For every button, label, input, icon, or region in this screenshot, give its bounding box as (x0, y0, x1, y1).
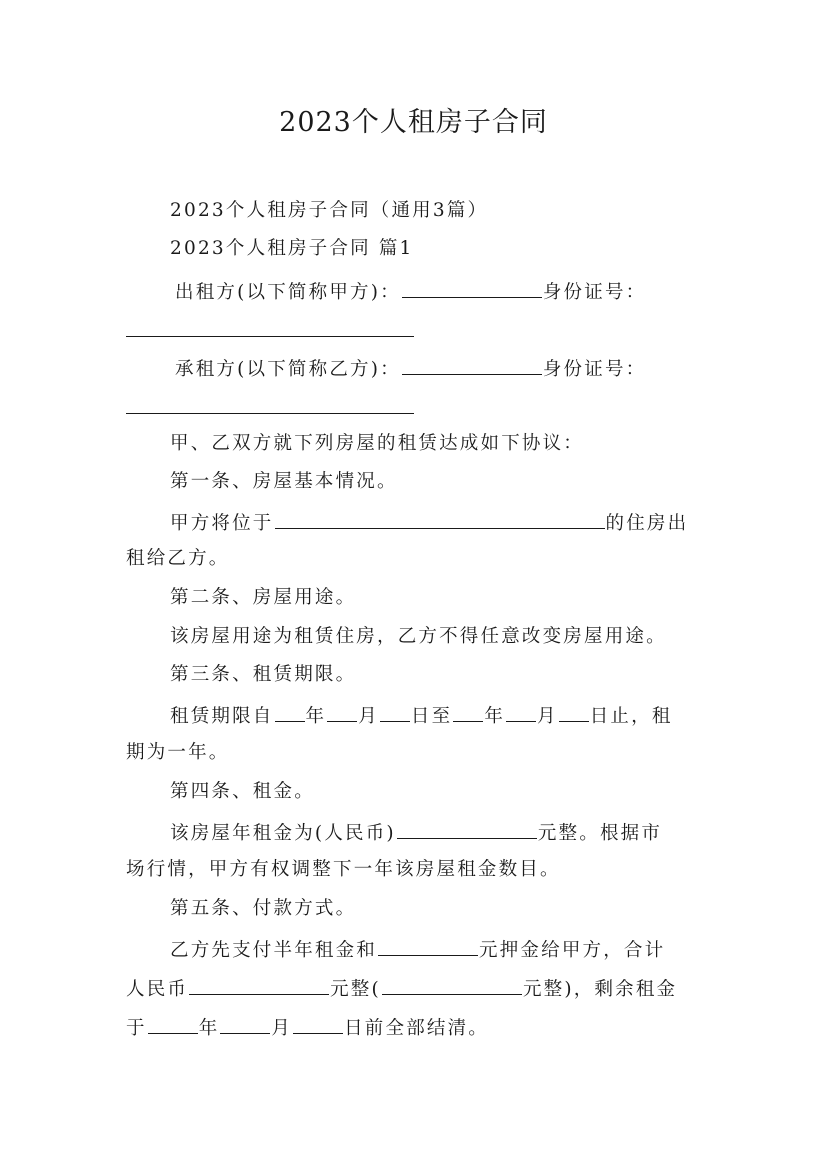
article4-text-b: 元整。根据市 (537, 823, 663, 844)
subtitle: 2023个人租房子合同（通用3篇） (170, 200, 489, 221)
year-label: 年 (198, 1018, 220, 1039)
article5-text-g: 日前全部结清。 (344, 1018, 490, 1039)
day-end-label: 日止，租 (589, 706, 673, 727)
article5-text-a: 乙方先支付半年租金和 (170, 940, 378, 961)
month-label: 月 (271, 1018, 293, 1039)
article1-line2: 租给乙方。 (126, 548, 230, 569)
article1-line1 (170, 508, 688, 537)
lessee-name-blank (402, 354, 542, 375)
article5-text-f: 于 (126, 1018, 147, 1039)
start-day-blank (380, 701, 410, 722)
lessor-id-label: 身份证号： (542, 282, 647, 303)
total-amount-words-blank (382, 974, 522, 995)
lessor-line (175, 277, 646, 306)
article4-heading: 第四条、租金。 (170, 781, 315, 802)
end-year-blank (453, 701, 483, 722)
article5-text-e: 元整)，剩余租金 (522, 979, 678, 1000)
month-label: 月 (537, 706, 558, 727)
end-month-blank (506, 701, 536, 722)
article4-line2: 场行情，甲方有权调整下一年该房屋租金数目。 (126, 859, 561, 880)
lessee-id-blank (126, 413, 414, 414)
article5-line3 (126, 1013, 489, 1042)
settle-day-blank (293, 1013, 343, 1034)
lessor-id-blank (126, 336, 414, 337)
article1-text-a: 甲方将位于 (170, 513, 274, 534)
article3-text-a: 租赁期限自 (170, 706, 274, 727)
article2-heading: 第二条、房屋用途。 (170, 587, 357, 608)
day-to-label: 日至 (410, 706, 453, 727)
article2-text: 该房屋用途为租赁住房，乙方不得任意改变房屋用途。 (170, 626, 667, 647)
year-label: 年 (484, 706, 506, 727)
lessee-id-label: 身份证号： (542, 359, 647, 380)
settle-month-blank (220, 1013, 270, 1034)
total-amount-blank (189, 974, 329, 995)
article3-line1 (170, 701, 673, 730)
lessee-line (175, 354, 646, 383)
article5-line2 (126, 974, 677, 1003)
deposit-blank (378, 935, 478, 956)
lessor-name-blank (402, 277, 542, 298)
article5-line1 (170, 935, 665, 964)
article1-heading: 第一条、房屋基本情况。 (170, 471, 398, 492)
page-title: 2023个人租房子合同 (279, 107, 548, 138)
article5-text-d: 元整( (330, 979, 381, 1000)
article4-text-a: 该房屋年租金为(人民币) (170, 823, 396, 844)
article3-line2: 期为一年。 (126, 742, 230, 763)
part-heading: 2023个人租房子合同 篇1 (170, 238, 414, 259)
article3-heading: 第三条、租赁期限。 (170, 664, 357, 685)
address-blank (275, 508, 605, 529)
annual-rent-blank (397, 818, 537, 839)
lessor-label: 出租方(以下简称甲方)： (175, 282, 401, 303)
month-label: 月 (358, 706, 379, 727)
lessee-label: 承租方(以下简称乙方)： (175, 359, 401, 380)
start-year-blank (275, 701, 305, 722)
article1-text-b: 的住房出 (605, 513, 689, 534)
end-day-blank (559, 701, 589, 722)
article5-text-c: 人民币 (126, 979, 189, 1000)
start-month-blank (327, 701, 357, 722)
article5-text-b: 元押金给甲方，合计 (479, 940, 666, 961)
article4-line1 (170, 818, 662, 847)
article5-heading: 第五条、付款方式。 (170, 898, 357, 919)
intro-text: 甲、乙双方就下列房屋的租赁达成如下协议： (170, 433, 585, 454)
settle-year-blank (148, 1013, 198, 1034)
year-label: 年 (305, 706, 327, 727)
